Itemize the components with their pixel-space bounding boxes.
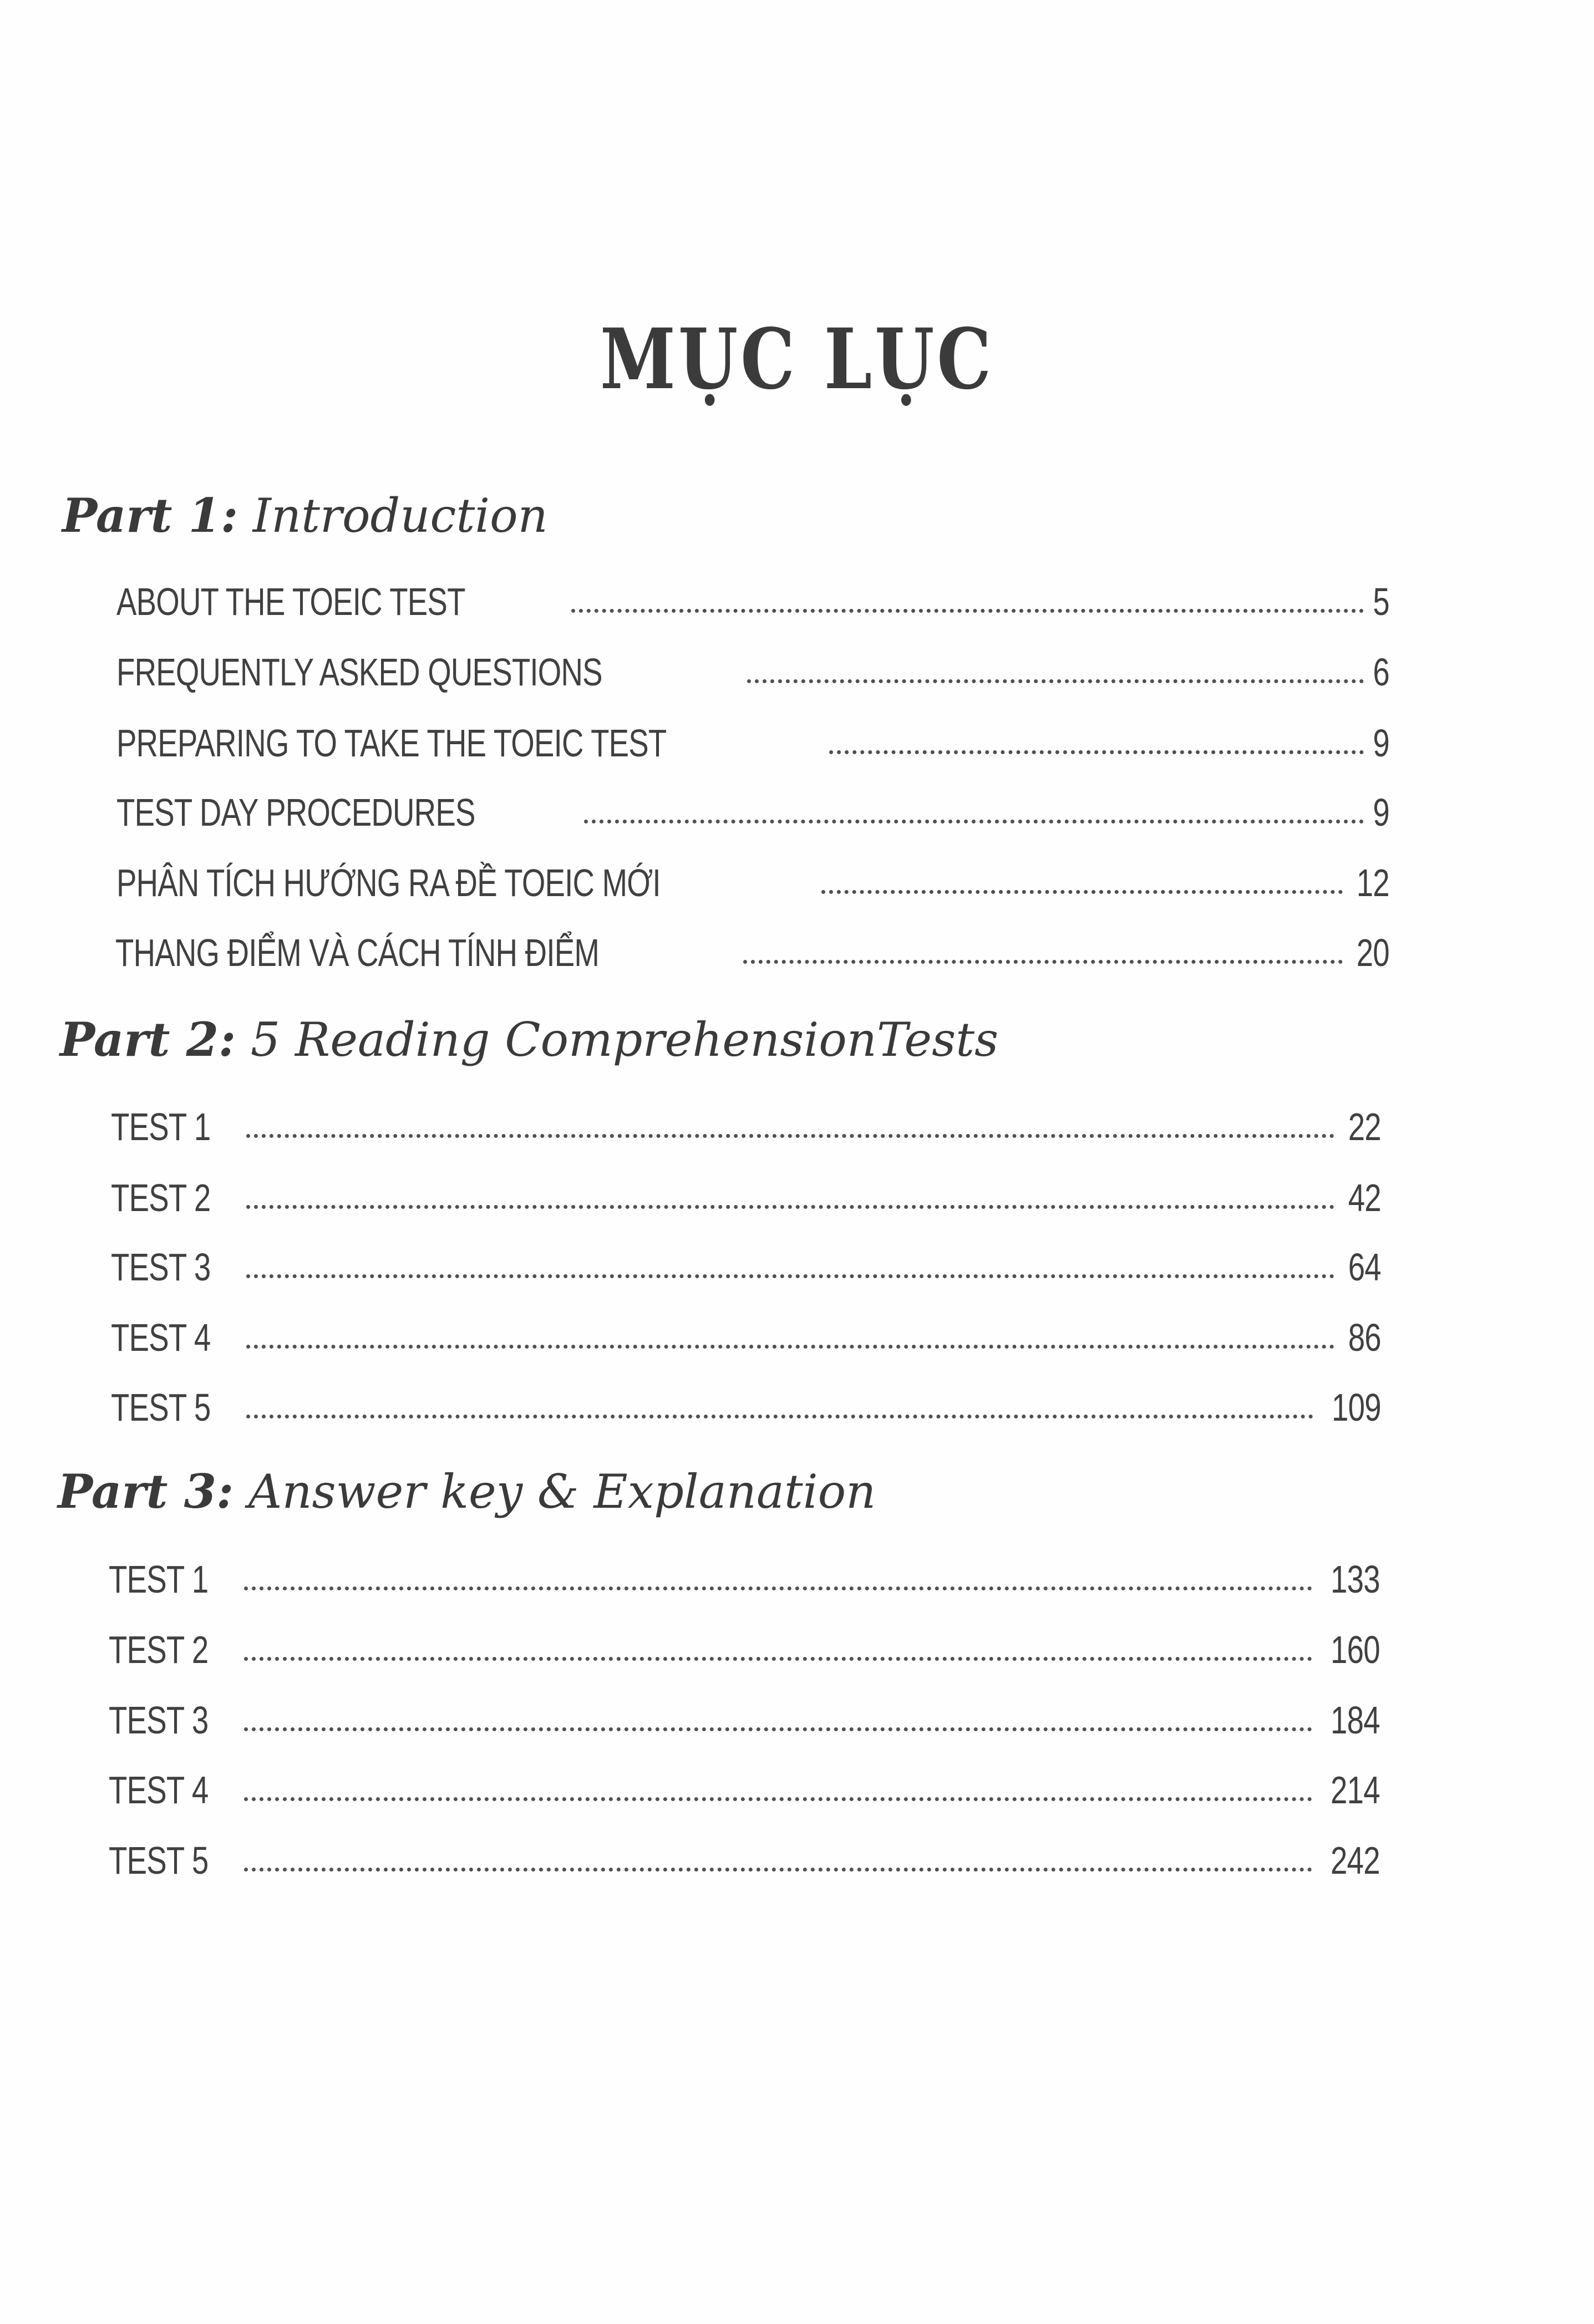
- dot-leader: [747, 679, 1364, 683]
- part-3-heading: [58, 1464, 876, 1519]
- part-3-name: Answer key & Explanation: [248, 1464, 876, 1519]
- toc-entry[interactable]: [111, 1164, 1381, 1220]
- toc-entry-title: PHÂN TÍCH HƯỚNG RA ĐỀ TOEIC MỚI: [116, 861, 661, 904]
- toc-entry-title: TEST 4: [109, 1768, 209, 1812]
- toc-entry-title: ABOUT THE TOEIC TEST: [116, 580, 465, 623]
- part-2-number: Part 2:: [60, 1012, 236, 1067]
- toc-entry-page: 109: [1332, 1386, 1381, 1429]
- toc-entry[interactable]: [116, 568, 1389, 624]
- toc-entry-page: 12: [1356, 861, 1389, 904]
- toc-entry-page: 242: [1331, 1839, 1380, 1882]
- toc-entry[interactable]: [109, 1827, 1380, 1883]
- toc-entry-title: TEST 3: [111, 1245, 211, 1289]
- toc-entry-page: 42: [1348, 1176, 1381, 1219]
- toc-entry[interactable]: [115, 919, 1389, 975]
- toc-entry-title: TEST 3: [109, 1698, 209, 1742]
- toc-entry[interactable]: [109, 1687, 1380, 1742]
- toc-entry-title: THANG ĐIỂM VÀ CÁCH TÍNH ĐIỂM: [115, 931, 600, 974]
- toc-entry[interactable]: [111, 1234, 1381, 1289]
- toc-entry-page: 160: [1331, 1628, 1380, 1671]
- dot-leader: [571, 609, 1364, 613]
- dot-leader: [244, 1586, 1312, 1590]
- dot-leader: [743, 960, 1343, 964]
- dot-leader: [244, 1868, 1312, 1872]
- toc-entry-page: 133: [1331, 1558, 1380, 1601]
- toc-entry-page: 214: [1331, 1768, 1380, 1812]
- dot-leader: [246, 1415, 1313, 1418]
- part-2-heading: [60, 1012, 998, 1067]
- part-1-name: Introduction: [252, 489, 548, 543]
- toc-entry-title: TEST 5: [111, 1386, 211, 1429]
- toc-entry[interactable]: [116, 710, 1389, 765]
- part-2-name: 5 Reading ComprehensionTests: [250, 1013, 999, 1067]
- toc-entry-page: 5: [1373, 580, 1389, 623]
- dot-leader: [829, 750, 1364, 754]
- dot-leader: [246, 1205, 1334, 1209]
- toc-entry-page: 9: [1373, 791, 1389, 834]
- toc-entry-title: TEST 5: [109, 1839, 209, 1882]
- dot-leader: [584, 820, 1364, 823]
- toc-entry-page: 64: [1348, 1245, 1381, 1289]
- dot-leader: [244, 1727, 1312, 1731]
- part-1-number: Part 1:: [62, 488, 238, 543]
- toc-entry[interactable]: [111, 1374, 1381, 1430]
- toc-entry-title: FREQUENTLY ASKED QUESTIONS: [116, 650, 602, 694]
- toc-entry-title: PREPARING TO TAKE THE TOEIC TEST: [116, 721, 667, 765]
- toc-entry-title: TEST 2: [109, 1628, 209, 1671]
- toc-entry[interactable]: [116, 850, 1389, 905]
- toc-entry-page: 9: [1373, 721, 1389, 765]
- toc-entry-page: 20: [1356, 931, 1389, 974]
- toc-entry-title: TEST 1: [111, 1105, 211, 1148]
- toc-entry[interactable]: [109, 1546, 1380, 1601]
- dot-leader: [244, 1657, 1312, 1661]
- part-1-heading: [62, 488, 548, 543]
- toc-entry[interactable]: [109, 1616, 1380, 1672]
- toc-entry-title: TEST 4: [111, 1316, 211, 1359]
- toc-entry[interactable]: [116, 639, 1389, 694]
- toc-entry[interactable]: [116, 779, 1389, 835]
- toc-entry-page: 6: [1373, 650, 1389, 694]
- dot-leader: [821, 890, 1343, 894]
- toc-entry[interactable]: [111, 1094, 1381, 1149]
- toc-entry-page: 22: [1348, 1105, 1381, 1148]
- page-title: MỤC LỤC: [600, 311, 994, 408]
- dot-leader: [246, 1274, 1334, 1278]
- dot-leader: [246, 1345, 1334, 1349]
- toc-entry-title: TEST 1: [109, 1558, 209, 1601]
- dot-leader: [246, 1134, 1334, 1138]
- toc-entry-page: 86: [1348, 1316, 1381, 1359]
- part-3-number: Part 3:: [58, 1464, 234, 1519]
- toc-entry[interactable]: [111, 1304, 1381, 1360]
- toc-entry-title: TEST DAY PROCEDURES: [116, 791, 475, 834]
- toc-entry-title: TEST 2: [111, 1176, 211, 1219]
- toc-entry-page: 184: [1331, 1698, 1380, 1742]
- dot-leader: [244, 1797, 1312, 1801]
- toc-entry[interactable]: [109, 1757, 1380, 1812]
